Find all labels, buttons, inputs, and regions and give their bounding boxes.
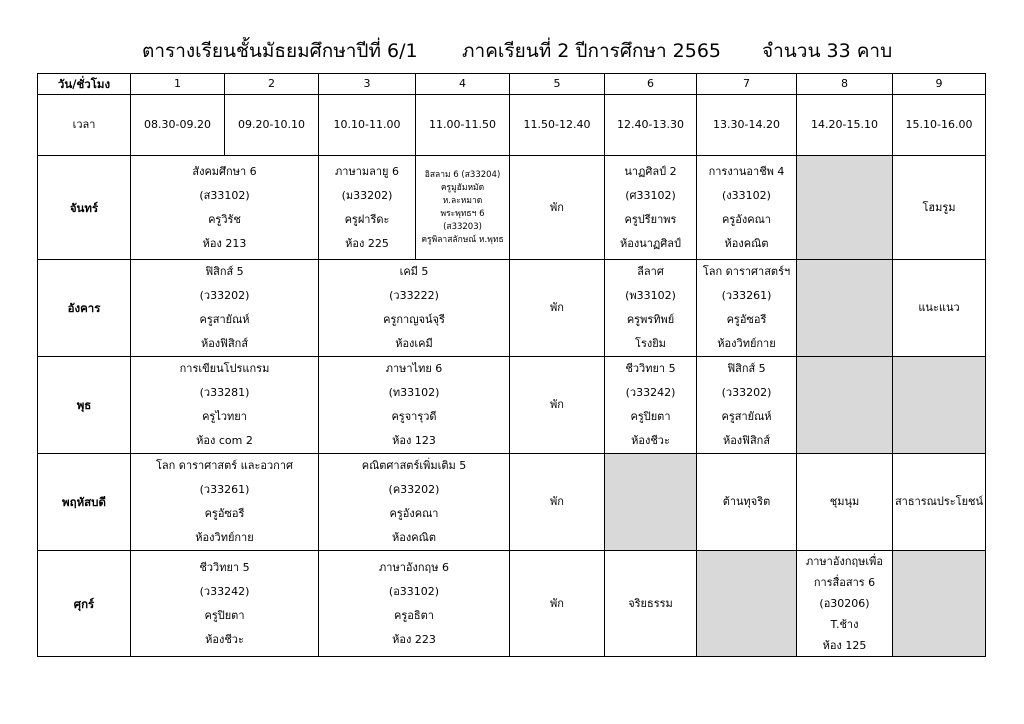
class-cell: ฟิสิกส์ 5 (ว33202) ครูสายัณห์ ห้องฟิสิกส์ (697, 357, 797, 454)
title-semester: ภาคเรียนที่ 2 ปีการศึกษา 2565 (462, 40, 722, 62)
title-class: ตารางเรียนชั้นมัธยมศึกษาปีที่ 6/1 (142, 40, 418, 62)
day-label: ศุกร์ (38, 551, 131, 657)
document-title (0, 36, 1024, 68)
period-time: 14.20-15.10 (797, 95, 893, 156)
period-number: 4 (416, 74, 510, 95)
day-row-monday (38, 156, 986, 260)
period-time: 13.30-14.20 (697, 95, 797, 156)
lunch-cell: พัก (510, 260, 605, 357)
class-cell: การงานอาชีพ 4 (ง33102) ครูอังคณา ห้องคณิต (697, 156, 797, 260)
title-period-count: จำนวน 33 คาบ (762, 40, 893, 62)
class-cell: อิสลาม 6 (ส33204) ครูมูฮัมหมัด ห.ละหมาด พระพุทธฯ 6 (ส33203) ครูพิลาสลักษณ์ ห.พุทธ (416, 156, 510, 260)
period-number: 3 (319, 74, 416, 95)
class-cell: คณิตศาสตร์เพิ่มเติม 5 (ค33202) ครูอังคณา ห้องคณิต (319, 454, 510, 551)
period-time: 11.00-11.50 (416, 95, 510, 156)
class-cell: โลก ดาราศาสตร์ฯ (ว33261) ครูอัซอรี ห้องวิทย์กาย (697, 260, 797, 357)
lunch-cell: พัก (510, 357, 605, 454)
class-cell: ฟิสิกส์ 5 (ว33202) ครูสายัณห์ ห้องฟิสิกส์ (131, 260, 319, 357)
period-time: 10.10-11.00 (319, 95, 416, 156)
class-cell: การเขียนโปรแกรม (ว33281) ครูไวทยา ห้อง com 2 (131, 357, 319, 454)
class-cell: ภาษาอังกฤษเพื่อ การสื่อสาร 6 (อ30206) T.ช้าง ห้อง 125 (797, 551, 893, 657)
period-number: 5 (510, 74, 605, 95)
lunch-cell: พัก (510, 156, 605, 260)
period-number: 8 (797, 74, 893, 95)
class-cell: เคมี 5 (ว33222) ครูกาญจน์จุรี ห้องเคมี (319, 260, 510, 357)
class-cell: นาฏศิลป์ 2 (ศ33102) ครูปรียาพร ห้องนาฏศิลป์ (605, 156, 697, 260)
class-cell: ชีววิทยา 5 (ว33242) ครูปิยตา ห้องชีวะ (131, 551, 319, 657)
period-number: 9 (893, 74, 986, 95)
empty-cell (797, 357, 893, 454)
empty-cell (797, 156, 893, 260)
day-row-tuesday (38, 260, 986, 357)
empty-cell (893, 357, 986, 454)
activity-cell: ชุมนุม (797, 454, 893, 551)
period-time: 12.40-13.30 (605, 95, 697, 156)
activity-cell: โฮมรูม (893, 156, 986, 260)
class-cell: ภาษาอังกฤษ 6 (อ33102) ครูอธิตา ห้อง 223 (319, 551, 510, 657)
lunch-cell: พัก (510, 551, 605, 657)
day-label: อังคาร (38, 260, 131, 357)
day-label: พฤหัสบดี (38, 454, 131, 551)
activity-cell: สาธารณประโยชน์ (893, 454, 986, 551)
empty-cell (893, 551, 986, 657)
day-row-wednesday (38, 357, 986, 454)
time-label: เวลา (38, 95, 131, 156)
period-number: 6 (605, 74, 697, 95)
period-number: 1 (131, 74, 225, 95)
timetable (37, 73, 986, 657)
empty-cell (797, 260, 893, 357)
period-time: 11.50-12.40 (510, 95, 605, 156)
day-row-thursday (38, 454, 986, 551)
period-header-row (38, 74, 986, 95)
class-cell: โลก ดาราศาสตร์ และอวกาศ (ว33261) ครูอัซอรี ห้องวิทย์กาย (131, 454, 319, 551)
period-time: 08.30-09.20 (131, 95, 225, 156)
class-cell: ชีววิทยา 5 (ว33242) ครูปิยตา ห้องชีวะ (605, 357, 697, 454)
class-cell: ลีลาศ (พ33102) ครูพรทิพย์ โรงยิม (605, 260, 697, 357)
corner-label: วัน/ชั่วโมง (38, 74, 131, 95)
activity-cell: แนะแนว (893, 260, 986, 357)
lunch-cell: พัก (510, 454, 605, 551)
day-row-friday (38, 551, 986, 657)
activity-cell: จริยธรรม (605, 551, 697, 657)
empty-cell (697, 551, 797, 657)
day-label: พุธ (38, 357, 131, 454)
period-time: 15.10-16.00 (893, 95, 986, 156)
period-number: 7 (697, 74, 797, 95)
class-cell: ภาษาไทย 6 (ท33102) ครูจารุวดี ห้อง 123 (319, 357, 510, 454)
empty-cell (605, 454, 697, 551)
day-label: จันทร์ (38, 156, 131, 260)
period-number: 2 (225, 74, 319, 95)
class-cell: ภาษามลายู 6 (ม33202) ครูฝารีดะ ห้อง 225 (319, 156, 416, 260)
period-time: 09.20-10.10 (225, 95, 319, 156)
time-row (38, 95, 986, 156)
class-cell: สังคมศึกษา 6 (ส33102) ครูวิรัช ห้อง 213 (131, 156, 319, 260)
activity-cell: ต้านทุจริต (697, 454, 797, 551)
